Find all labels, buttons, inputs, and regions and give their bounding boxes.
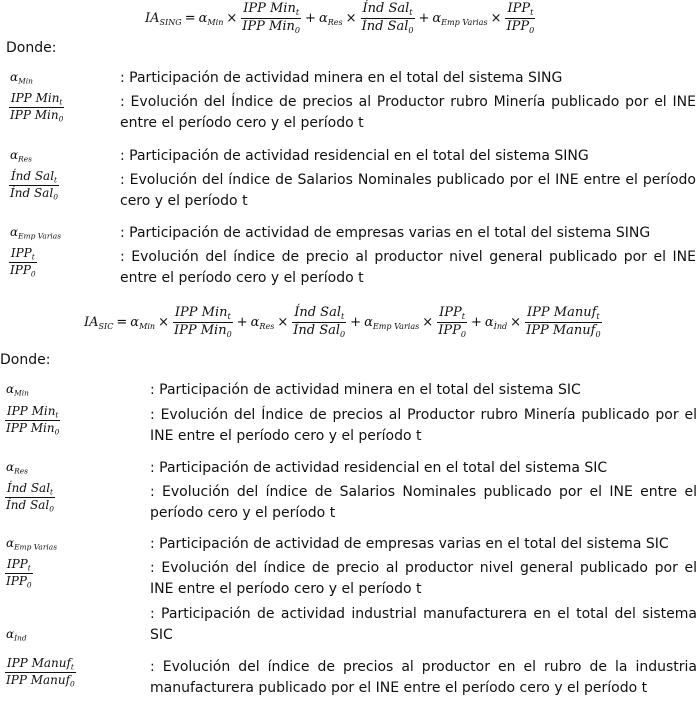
ipp-manuf-fraction: $\frac{IPP Manuf_t}{IPP Manuf_0}$: [526, 305, 601, 340]
plus-sign: +: [418, 11, 430, 27]
times-sign: ×: [277, 315, 289, 331]
item-description: : Participación de actividad de empresas varias en el total del sistema SING: [120, 225, 651, 241]
symbol-alpha-res: $\alpha_{Res}$: [6, 460, 28, 476]
sic-lhs: $IA_{SIC}$: [84, 314, 114, 331]
symbol-ind-sal-fraction: $\frac{Índ Sal_t}{Índ Sal_0}$: [10, 169, 58, 202]
ipp-min-fraction: $\frac{IPP Min_t}{IPP Min_0}$: [242, 1, 301, 36]
alpha-res-term: $\alpha_{Res}$: [318, 10, 343, 27]
symbol-alpha-emp: $\alpha_{Emp Varias}$: [6, 536, 58, 552]
alpha-emp-term: $\alpha_{Emp Varias}$: [364, 314, 420, 331]
alpha-min-term: $\alpha_{Min}$: [198, 10, 224, 27]
item-description: : Evolución del índice de precios al productor en el rubro de la industria manufacturera publicado por el INE entre el período cero y el período t: [150, 659, 697, 696]
item-description: : Participación de actividad residencial en el total del sistema SING: [120, 148, 589, 164]
item-description: : Evolución del Índice de precios al Productor rubro Minería publicado por el INE entre el período cero y el período t: [120, 94, 696, 131]
symbol-alpha-emp: $\alpha_{Emp Varias}$: [10, 225, 62, 241]
symbol-ind-sal-fraction: $\frac{Índ Sal_t}{Índ Sal_0}$: [6, 481, 54, 514]
item-description: : Participación de actividad minera en el total del sistema SIC: [150, 382, 581, 398]
symbol-alpha-min: $\alpha_{Min}$: [6, 382, 29, 398]
symbol-ipp-fraction: $\frac{IPP_t}{IPP_0}$: [10, 246, 36, 279]
ind-sal-fraction: $\frac{Índ Sal_t}{Índ Sal_0}$: [293, 305, 346, 340]
times-sign: ×: [158, 315, 169, 331]
alpha-emp-term: $\alpha_{Emp Varias}$: [432, 10, 488, 27]
symbol-alpha-ind: $\alpha_{Ìnd}$: [6, 627, 27, 643]
plus-sign: +: [350, 315, 362, 331]
symbol-alpha-res: $\alpha_{Res}$: [10, 148, 32, 164]
sic-donde-label: Donde:: [0, 352, 51, 368]
item-description: : Evolución del índice de Salarios Nominales publicado por el INE entre el período cero y el período t: [150, 484, 697, 521]
ipp-fraction: $\frac{IPP_t}{IPP_0}$: [438, 305, 466, 340]
plus-sign: +: [305, 11, 316, 27]
times-sign: ×: [510, 315, 522, 331]
times-sign: ×: [422, 315, 434, 331]
item-description: : Evolución del índice de precio al productor nivel general publicado por el INE entre el período cero y el período t: [120, 249, 696, 286]
alpha-ind-term: $\alpha_{Ìnd}$: [484, 314, 508, 331]
sing-formula: [145, 2, 536, 36]
alpha-min-term: $\alpha_{Min}$: [130, 314, 156, 331]
symbol-ipp-fraction: $\frac{IPP_t}{IPP_0}$: [6, 557, 32, 590]
item-description: : Participación de actividad residencial en el total del sistema SIC: [150, 460, 608, 476]
equals-sign: =: [184, 11, 196, 27]
sing-lhs: $IA_{SING}$: [145, 10, 182, 27]
times-sign: ×: [226, 11, 238, 27]
item-description: : Evolución del índice de precio al productor nivel general publicado por el INE entre el período cero y el período t: [150, 560, 697, 597]
ipp-min-fraction: $\frac{IPP Min_t}{IPP Min_0}$: [173, 305, 232, 340]
symbol-ipp-manuf-fraction: $\frac{IPP Manuf_t}{IPP Manuf_0}$: [6, 656, 75, 689]
item-description: : Participación de actividad minera en el total del sistema SING: [120, 70, 563, 86]
symbol-ipp-min-fraction: $\frac{IPP Min_t}{IPP Min_0}$: [10, 91, 64, 124]
item-description: : Evolución del Índice de precios al Productor rubro Minería publicado por el INE entre el período cero y el período t: [150, 407, 697, 444]
symbol-ipp-min-fraction: $\frac{IPP Min_t}{IPP Min_0}$: [6, 404, 60, 437]
plus-sign: +: [470, 315, 482, 331]
item-description: : Evolución del índice de Salarios Nominales publicado por el INE entre el período cero y el período t: [120, 172, 696, 209]
ind-sal-fraction: $\frac{Índ Sal_t}{Índ Sal_0}$: [361, 1, 414, 36]
plus-sign: +: [236, 315, 248, 331]
symbol-alpha-min: $\alpha_{Min}$: [10, 70, 33, 86]
item-description: : Participación de actividad de empresas varias en el total del sistema SIC: [150, 536, 669, 552]
sing-donde-label: Donde:: [6, 40, 57, 56]
times-sign: ×: [490, 11, 502, 27]
equals-sign: =: [116, 315, 128, 331]
ipp-fraction: $\frac{IPP_t}{IPP_0}$: [506, 1, 535, 36]
sic-formula: [84, 306, 603, 340]
alpha-res-term: $\alpha_{Res}$: [250, 314, 275, 331]
times-sign: ×: [345, 11, 357, 27]
item-description: : Participación de actividad industrial manufacturera en el total del sistema SIC: [150, 606, 697, 643]
